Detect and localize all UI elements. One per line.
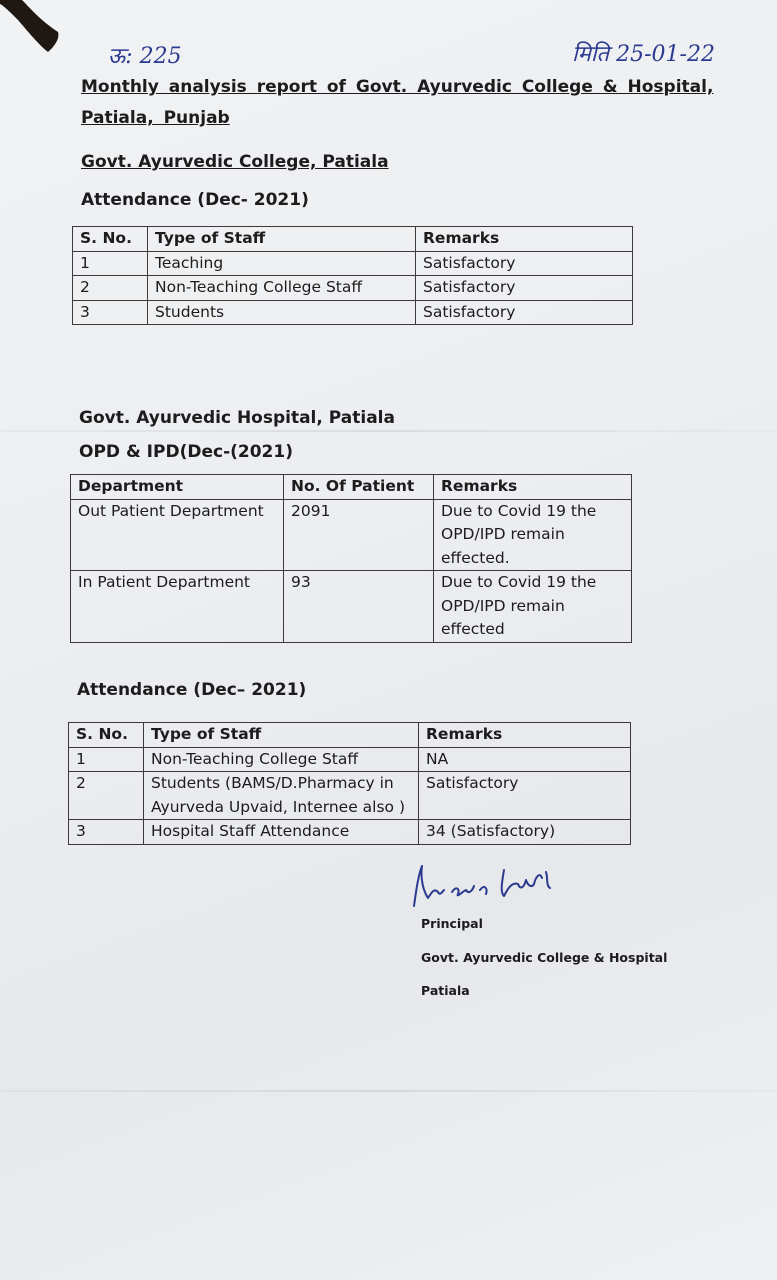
table-row [73, 276, 633, 301]
opd-ipd-heading: OPD & IPD(Dec-(2021) [79, 442, 293, 462]
column-header: Remarks [419, 723, 631, 748]
cell-remarks: Satisfactory [419, 772, 631, 820]
cell-remarks: Satisfactory [416, 251, 633, 276]
column-header: Remarks [416, 227, 633, 252]
table-header-row [73, 227, 633, 252]
cell-staff-type: Hospital Staff Attendance [144, 820, 419, 845]
paper-fold [0, 1090, 777, 1092]
college-attendance-heading: Attendance (Dec- 2021) [81, 190, 309, 210]
table-header-row [69, 723, 631, 748]
cell-remarks: NA [419, 747, 631, 772]
column-header: S. No. [73, 227, 148, 252]
college-heading: Govt. Ayurvedic College, Patiala [81, 152, 389, 172]
cell-sno: 1 [73, 251, 148, 276]
cell-staff-type: Students (BAMS/D.Pharmacy in Ayurveda Upvaid, Internee also ) [144, 772, 419, 820]
table-row [73, 251, 633, 276]
column-header: Type of Staff [148, 227, 416, 252]
cell-staff-type: Non-Teaching College Staff [148, 276, 416, 301]
cell-sno: 1 [69, 747, 144, 772]
table-row [71, 499, 632, 571]
table-row [69, 820, 631, 845]
principal-signature [408, 862, 568, 912]
report-title: Monthly analysis report of Govt. Ayurvedic College & Hospital, Patiala, Punjab [81, 77, 714, 128]
signatory-institution: Govt. Ayurvedic College & Hospital [421, 950, 668, 965]
table-row [69, 772, 631, 820]
cell-department: In Patient Department [71, 571, 284, 643]
college-attendance-table [72, 226, 633, 325]
cell-sno: 3 [69, 820, 144, 845]
cell-remarks: Due to Covid 19 the OPD/IPD remain effected [434, 571, 632, 643]
paper-fold [0, 430, 777, 432]
cell-sno: 2 [73, 276, 148, 301]
table-row [69, 747, 631, 772]
cell-staff-type: Teaching [148, 251, 416, 276]
cell-sno: 2 [69, 772, 144, 820]
hospital-attendance-table [68, 722, 631, 845]
cell-remarks: Satisfactory [416, 300, 633, 325]
cell-patient-count: 93 [284, 571, 434, 643]
cell-patient-count: 2091 [284, 499, 434, 571]
handwritten-date: मिति 25-01-22 [572, 42, 715, 67]
hospital-attendance-heading: Attendance (Dec– 2021) [77, 680, 307, 700]
cell-remarks: 34 (Satisfactory) [419, 820, 631, 845]
cell-remarks: Due to Covid 19 the OPD/IPD remain effected. [434, 499, 632, 571]
column-header: S. No. [69, 723, 144, 748]
table-header-row [71, 475, 632, 500]
table-row [71, 571, 632, 643]
hospital-heading: Govt. Ayurvedic Hospital, Patiala [79, 408, 395, 428]
table-row [73, 300, 633, 325]
cell-sno: 3 [73, 300, 148, 325]
opd-ipd-table [70, 474, 632, 643]
column-header: Department [71, 475, 284, 500]
column-header: Remarks [434, 475, 632, 500]
cell-department: Out Patient Department [71, 499, 284, 571]
signatory-place: Patiala [421, 983, 470, 998]
cell-staff-type: Non-Teaching College Staff [144, 747, 419, 772]
column-header: Type of Staff [144, 723, 419, 748]
cell-remarks: Satisfactory [416, 276, 633, 301]
corner-punch-mark [0, 0, 80, 60]
cell-staff-type: Students [148, 300, 416, 325]
signatory-designation: Principal [421, 916, 483, 931]
handwritten-reference-number: ऊ: 225 [108, 44, 182, 69]
column-header: No. Of Patient [284, 475, 434, 500]
